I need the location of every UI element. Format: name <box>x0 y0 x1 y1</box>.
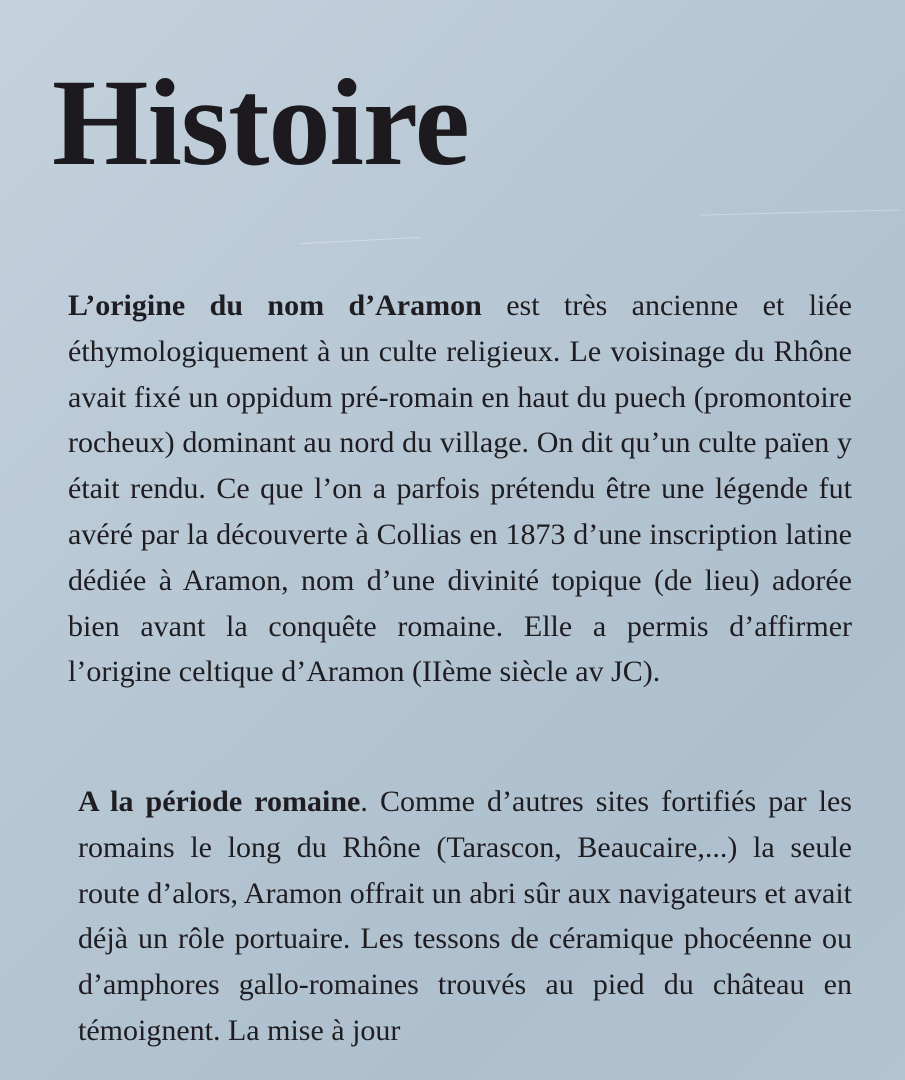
paragraph-roman-period <box>78 779 852 1054</box>
paragraph-origin-of-name <box>68 283 852 695</box>
surface-scratch <box>700 209 900 215</box>
paragraph-lead: A la période romaine <box>78 785 361 818</box>
sign-title: Histoire <box>52 54 469 191</box>
paragraph-text: est très ancienne et liée éthymologiquement à un culte religieux. Le voisinage du Rhône avait fixé un oppidum pré-romain en haut du puech (promontoire rocheux) dominant au nord du village. On dit qu’un culte païen y était rendu. Ce que l’on a parfois prétendu être une légende fut avéré par la découverte à Collias en 1873 d’une inscription latine dédiée à Aramon, nom d’une divinité topique (de lieu) adorée bien avant la conquête romaine. Elle a permis d’affirmer l’origine celtique d’Aramon (IIème siècle av JC). <box>68 289 852 689</box>
surface-scratch <box>300 237 420 244</box>
paragraph-lead: L’origine du nom d’Aramon <box>68 289 482 322</box>
paragraph-text: . Comme d’autres sites fortifiés par les romains le long du Rhône (Tarascon, Beaucaire,...) la seule route d’alors, Aramon offrait un abri sûr aux navigateurs et avait déjà un rôle portuaire. Les tessons de céramique phocéenne ou d’amphores gallo-romaines trouvés au pied du château en témoignent. La mise à jour <box>78 785 852 1047</box>
